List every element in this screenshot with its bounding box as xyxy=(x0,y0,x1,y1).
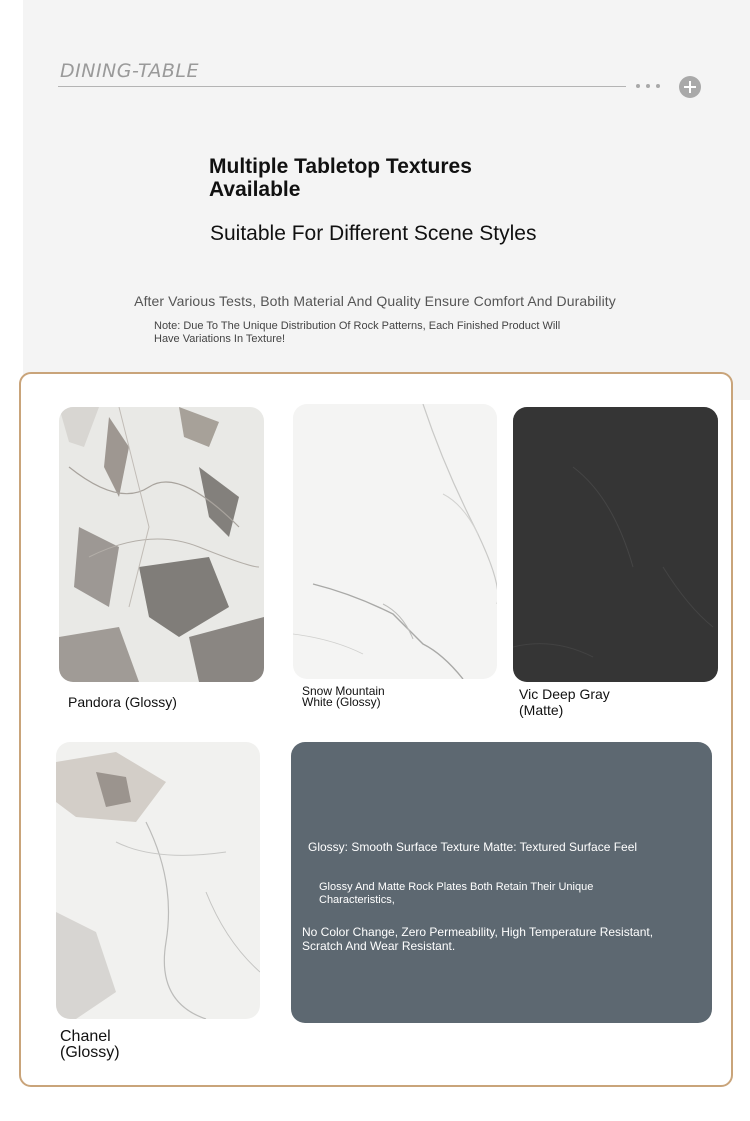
snow-mountain-label-line-1: Snow Mountain xyxy=(302,684,385,698)
snow-mountain-label xyxy=(302,686,385,708)
section-label: DINING-TABLE xyxy=(60,60,199,82)
plus-icon[interactable] xyxy=(679,76,701,98)
vic-deep-gray-label-line-2: (Matte) xyxy=(519,702,564,718)
snow-mountain-label-line-2: White (Glossy) xyxy=(302,695,381,709)
subheadline: Suitable For Different Scene Styles xyxy=(210,222,537,245)
headline xyxy=(209,155,539,201)
pandora-swatch-image xyxy=(59,407,264,682)
chanel-swatch-image xyxy=(56,742,260,1019)
chanel-label-line-2: (Glossy) xyxy=(60,1044,120,1061)
pandora-label xyxy=(68,694,177,710)
snow-mountain-swatch-image xyxy=(293,404,497,679)
chanel-label-line-1: Chanel xyxy=(60,1028,111,1045)
more-dots-icon xyxy=(636,84,660,88)
vic-deep-gray-label xyxy=(519,686,610,718)
note-line-2: Have Variations In Texture! xyxy=(154,333,286,345)
retain-description xyxy=(319,881,593,907)
texture-note xyxy=(154,320,614,346)
headline-line-2: Available xyxy=(209,178,301,201)
note-line-1: Note: Due To The Unique Distribution Of Rock Patterns, Each Finished Product Will xyxy=(154,320,561,332)
features-line-1: No Color Change, Zero Permeability, High Temperature Resistant, xyxy=(302,925,654,939)
headline-line-1: Multiple Tabletop Textures xyxy=(209,155,472,178)
retain-line-2: Characteristics, xyxy=(319,894,395,906)
header-divider xyxy=(58,86,626,87)
chanel-label xyxy=(60,1029,120,1061)
features-line-2: Scratch And Wear Resistant. xyxy=(302,939,456,953)
features-description xyxy=(302,925,653,953)
finish-description: Glossy: Smooth Surface Texture Matte: Textured Surface Feel xyxy=(308,840,638,854)
tagline: After Various Tests, Both Material And Quality Ensure Comfort And Durability xyxy=(134,293,616,309)
pandora-label-line-1: Pandora (Glossy) xyxy=(68,694,177,710)
vic-deep-gray-label-line-1: Vic Deep Gray xyxy=(519,686,610,702)
vic-deep-gray-swatch-image xyxy=(513,407,718,682)
retain-line-1: Glossy And Matte Rock Plates Both Retain Their Unique xyxy=(319,881,594,893)
